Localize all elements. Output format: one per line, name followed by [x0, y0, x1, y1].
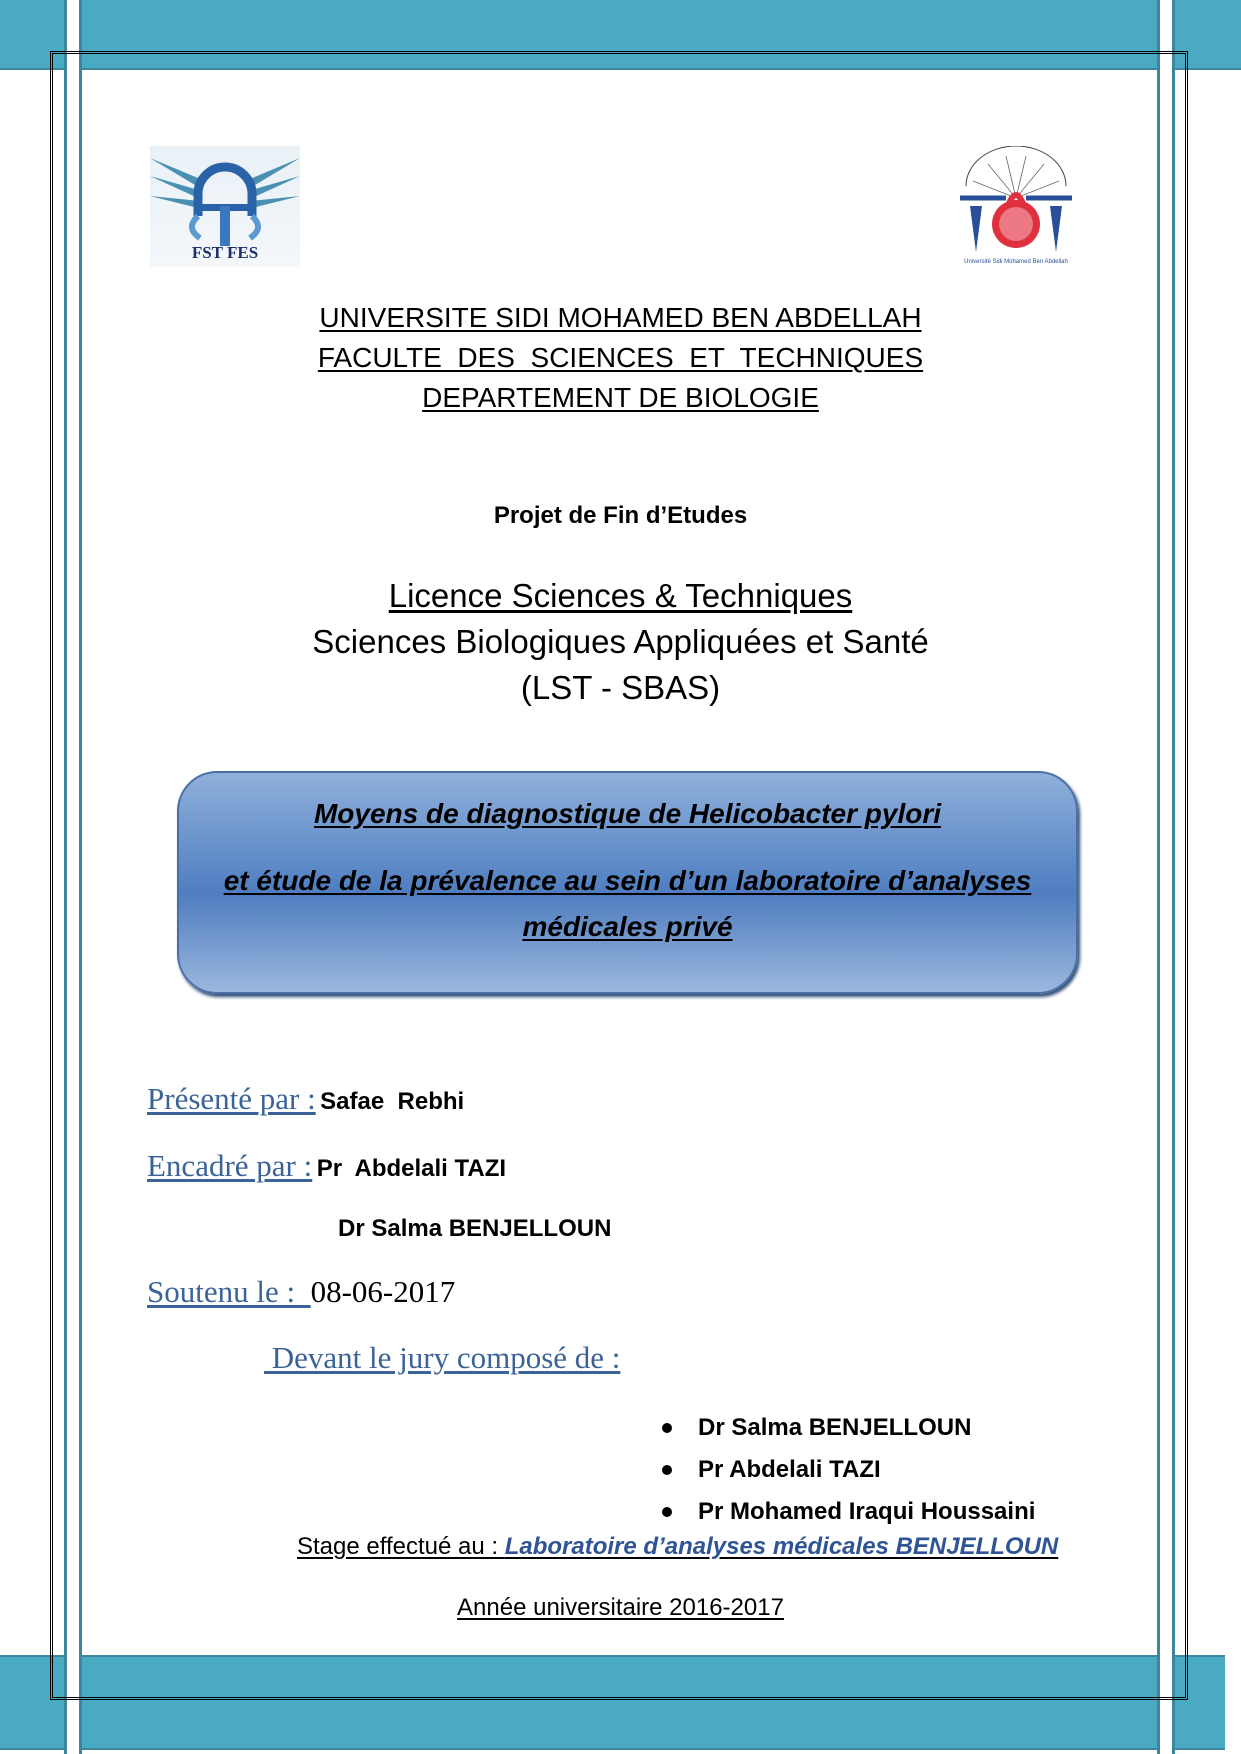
fst-fes-logo: [150, 146, 300, 267]
academic-year: Année universitaire 2016-2017: [457, 1594, 784, 1621]
title-line-1: Moyens de diagnostique de Helicobacter pylori: [313, 798, 942, 829]
supervised-by-label: Encadré par :: [147, 1148, 313, 1183]
program-abbrev: (LST - SBAS): [520, 669, 721, 706]
defended-label: Soutenu le :: [147, 1274, 311, 1309]
jury-list: [660, 1407, 1035, 1533]
supervised-by-row: [147, 1148, 506, 1184]
project-type: Projet de Fin d’Etudes: [493, 502, 748, 529]
institution-header: [0, 298, 1241, 418]
title-line-3: médicales privé: [522, 911, 733, 942]
usmba-logo: [948, 146, 1084, 268]
jury-heading-row: [264, 1340, 620, 1376]
jury-member: Pr Mohamed Iraqui Houssaini: [660, 1491, 1035, 1533]
jury-label: Devant le jury composé de :: [264, 1340, 621, 1375]
jury-member: Pr Abdelali TAZI: [660, 1449, 1035, 1491]
academic-year-row: [0, 1594, 1241, 1622]
bullet-icon: [662, 1465, 672, 1475]
thesis-title-box: [177, 771, 1078, 994]
fst-logo-icon: [150, 146, 300, 267]
internship-label: Stage effectué au :: [297, 1533, 505, 1560]
internship-line: [297, 1533, 1058, 1561]
svg-text:Université Sidi Mohamed Ben Ab: Université Sidi Mohamed Ben Abdellah: [964, 259, 1068, 265]
student-name: Safae Rebhi: [320, 1088, 465, 1115]
university-name: UNIVERSITE SIDI MOHAMED BEN ABDELLAH: [319, 302, 922, 333]
supervisor-2: Dr Salma BENJELLOUN: [338, 1215, 612, 1242]
bullet-icon: [662, 1507, 672, 1517]
supervisor-1: Pr Abdelali TAZI: [316, 1155, 507, 1182]
presented-by-row: [147, 1081, 464, 1117]
defense-date: 08-06-2017: [310, 1274, 456, 1309]
supervisor-2-row: [338, 1215, 611, 1243]
jury-member: Dr Salma BENJELLOUN: [660, 1407, 1035, 1449]
title-line-2: et étude de la prévalence au sein d’un laboratoire d’analyses: [223, 865, 1032, 896]
program-name: Sciences Biologiques Appliquées et Santé: [312, 623, 929, 660]
bullet-icon: [662, 1423, 672, 1433]
usmba-emblem-icon: [948, 146, 1084, 268]
degree-name: Licence Sciences & Techniques: [388, 577, 853, 614]
svg-text:FST FES: FST FES: [191, 243, 259, 262]
defended-row: [147, 1274, 455, 1310]
internship-lab: Laboratoire d’analyses médicales BENJELLOUN: [504, 1533, 1059, 1560]
department-name: DEPARTEMENT DE BIOLOGIE: [422, 382, 819, 413]
degree-block: [0, 573, 1241, 711]
presented-by-label: Présenté par :: [147, 1081, 316, 1116]
faculty-name: FACULTE DES SCIENCES ET TECHNIQUES: [317, 342, 924, 373]
